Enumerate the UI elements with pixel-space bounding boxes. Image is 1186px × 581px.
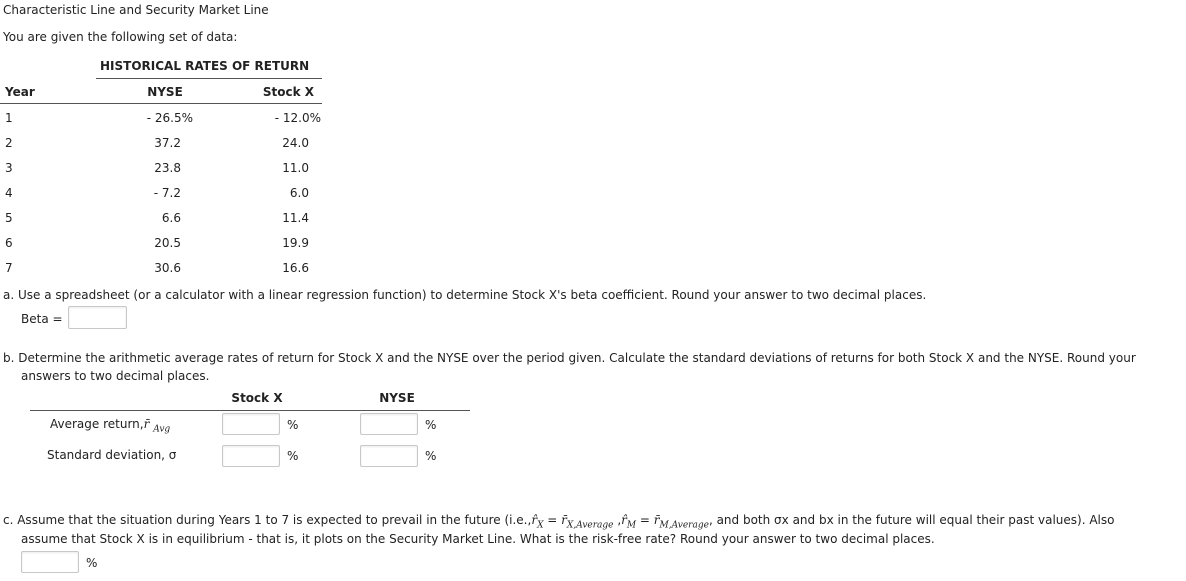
percent-unit: % [287, 418, 299, 432]
percent-unit: % [425, 449, 437, 463]
stock-x-cell: 11.0 [282, 161, 309, 175]
year-cell: 5 [5, 211, 13, 225]
part-c-question-cont: assume that Stock X is in equilibrium - that is, it plots on the Security Market Line. What is the risk-free rate? Round your answer to two decimal places. [21, 532, 935, 546]
year-cell: 6 [5, 236, 13, 250]
std-dev-nyse-input[interactable] [360, 445, 418, 467]
stock-x-cell: - 12.0% [274, 111, 321, 125]
year-cell: 2 [5, 136, 13, 150]
col-header-year: Year [5, 85, 35, 99]
header-divider [0, 103, 322, 104]
part-b-question: b. Determine the arithmetic average rates of return for Stock X and the NYSE over the period given. Calculate the standard deviations of returns for both Stock X and the NYSE. Round your [3, 351, 1136, 365]
stock-x-cell: 24.0 [282, 136, 309, 150]
col-header-nyse: NYSE [147, 85, 183, 99]
nyse-cell: - 7.2 [153, 186, 181, 200]
col-header-stock-x: Stock X [231, 391, 283, 405]
intro-text: You are given the following set of data: [3, 30, 238, 44]
avg-return-stock-x-input[interactable] [222, 413, 280, 435]
caption-divider [96, 78, 322, 79]
col-header-stock-x: Stock X [262, 85, 314, 99]
nyse-cell: 6.6 [161, 211, 181, 225]
risk-free-rate-input[interactable] [21, 551, 79, 573]
stock-x-cell: 19.9 [282, 236, 309, 250]
year-cell: 4 [5, 186, 13, 200]
stock-x-cell: 16.6 [282, 261, 309, 275]
year-cell: 7 [5, 261, 13, 275]
std-dev-stock-x-input[interactable] [222, 445, 280, 467]
percent-unit: % [86, 556, 98, 570]
year-cell: 3 [5, 161, 13, 175]
math-expression: $r̂_X$ = $r̄_{X,Average}$ $,r̂_M$ = $r̄_{M,Average}$ [531, 513, 709, 531]
col-header-nyse: NYSE [379, 391, 415, 405]
year-cell: 1 [5, 111, 13, 125]
stats-header-divider [30, 410, 470, 411]
avg-return-label: Average return,r̄ $_{Avg}$ [50, 417, 171, 435]
nyse-cell: 20.5 [154, 236, 181, 250]
nyse-cell: 23.8 [154, 161, 181, 175]
page-title: Characteristic Line and Security Market Line [3, 3, 269, 17]
part-b-question-cont: answers to two decimal places. [21, 369, 210, 383]
nyse-cell: 30.6 [154, 261, 181, 275]
percent-unit: % [425, 418, 437, 432]
nyse-cell: - 26.5% [146, 111, 193, 125]
part-c-question: c. Assume that the situation during Years 1 to 7 is expected to prevail in the future ($i.e.,r̂_X$ = $r̄_{X,Average}$ $,r̂_M$ = $r̄_{M,Average}$, and both σx and bx in the future will equal their past values). Also [3, 513, 1115, 531]
nyse-cell: 37.2 [154, 136, 181, 150]
stock-x-cell: 6.0 [289, 186, 309, 200]
table-caption: HISTORICAL RATES OF RETURN [100, 59, 310, 73]
percent-unit: % [287, 449, 299, 463]
beta-label: Beta = [21, 312, 63, 326]
std-dev-label: Standard deviation, σ [47, 448, 177, 462]
part-a-question: a. Use a spreadsheet (or a calculator with a linear regression function) to determine Stock X's beta coefficient. Round your answer to two decimal places. [3, 288, 927, 302]
avg-return-nyse-input[interactable] [360, 413, 418, 435]
stock-x-cell: 11.4 [282, 211, 309, 225]
beta-input[interactable] [68, 306, 127, 329]
